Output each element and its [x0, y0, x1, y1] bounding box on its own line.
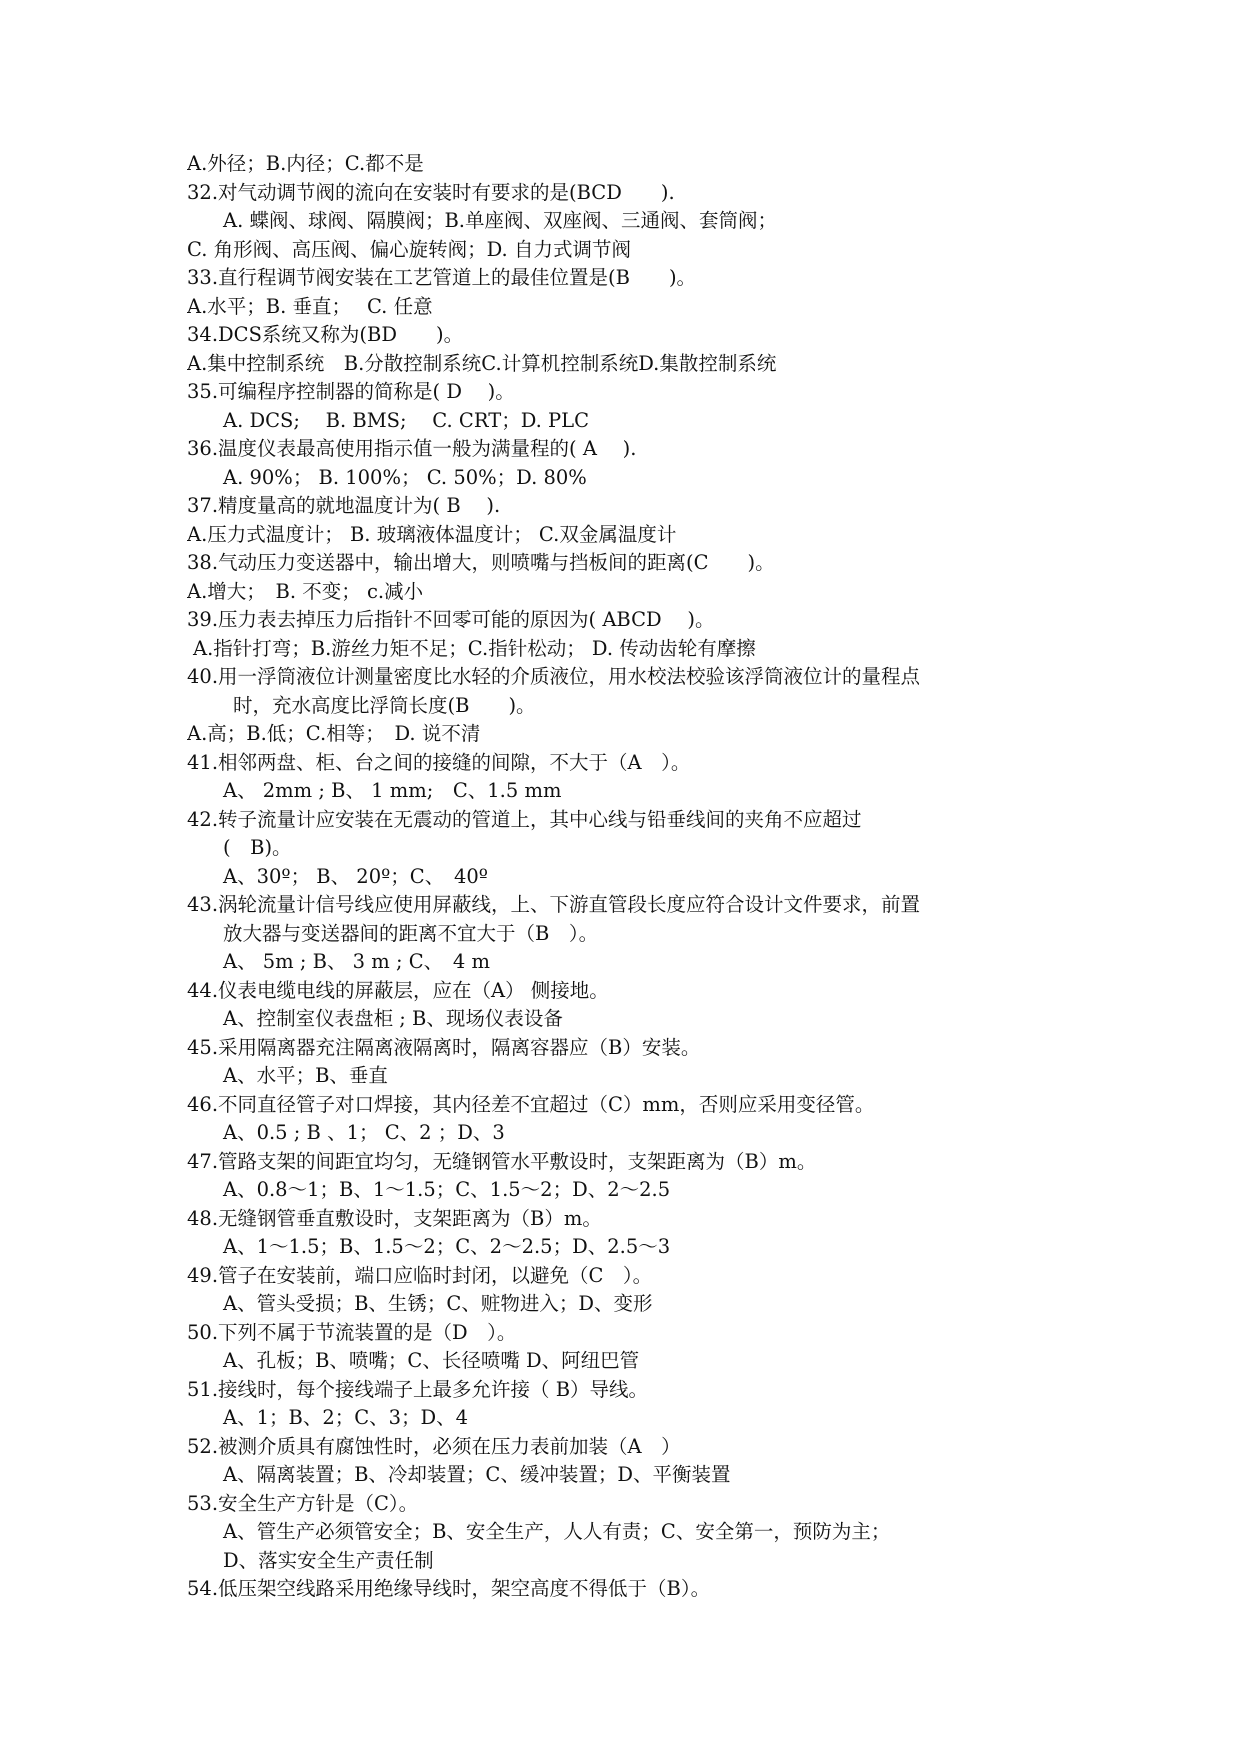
question-line: 53.安全生产方针是（C）。 — [187, 1491, 419, 1515]
option-line: A.指针打弯；B.游丝力矩不足；C.指针松动； D. 传动齿轮有摩擦 — [193, 636, 756, 660]
question-line: A.压力式温度计； B. 玻璃液体温度计； C.双金属温度计 — [187, 522, 677, 546]
option-line: A、1～1.5；B、1.5～2；C、2～2.5；D、2.5～3 — [223, 1235, 671, 1258]
option-line: A、 5m ; B、 3 m ; C、 4 m — [223, 950, 491, 973]
option-line: A、管生产必须管安全；B、安全生产，人人有责；C、安全第一，预防为主； — [223, 1520, 891, 1543]
option-line: A、0.8～1；B、1～1.5；C、1.5～2；D、2～2.5 — [223, 1178, 671, 1201]
question-line: 37.精度量高的就地温度计为( B ). — [187, 494, 501, 517]
question-line: A.外径；B.内径；C.都不是 — [187, 152, 424, 175]
option-line: D、落实安全生产责任制 — [223, 1548, 434, 1572]
question-line: 42.转子流量计应安装在无震动的管道上，其中心线与铅垂线间的夹角不应超过 — [187, 807, 862, 831]
option-line: 时，充水高度比浮筒长度(B )。 — [233, 693, 536, 717]
question-line: 35.可编程序控制器的简称是( D )。 — [187, 380, 515, 403]
option-line: A、 2mm ; B、 1 mm; C、1.5 mm — [223, 779, 562, 802]
option-line: A、控制室仪表盘柜 ; B、现场仪表设备 — [223, 1007, 563, 1030]
question-line: 47.管路支架的间距宜均匀，无缝钢管水平敷设时，支架距离为（B）m。 — [187, 1149, 817, 1173]
question-line: 52.被测介质具有腐蚀性时，必须在压力表前加装（A ） — [187, 1434, 681, 1458]
question-list — [187, 150, 1067, 1604]
option-line: A、30º； B、 20º；C、 40º — [223, 864, 488, 888]
question-line: A.水平；B. 垂直； C. 任意 — [187, 294, 433, 318]
question-line: A.集中控制系统 B.分散控制系统C.计算机控制系统D.集散控制系统 — [187, 351, 777, 375]
question-line: 41.相邻两盘、柜、台之间的接缝的间隙，不大于（A ）。 — [187, 750, 691, 774]
option-line: A、水平；B、垂直 — [223, 1064, 388, 1087]
question-line: 51.接线时，每个接线端子上最多允许接（ B）导线。 — [187, 1377, 649, 1401]
question-line: 49.管子在安装前，端口应临时封闭，以避免（C ）。 — [187, 1263, 653, 1287]
question-line: A.增大； B. 不变； c.减小 — [187, 579, 424, 603]
option-line: A、孔板；B、喷嘴；C、长径喷嘴 D、阿纽巴管 — [223, 1349, 640, 1372]
question-line: 40.用一浮筒液位计测量密度比水轻的介质液位，用水校法校验该浮筒液位计的量程点 — [187, 665, 921, 688]
question-line: A.高；B.低；C.相等； D. 说不清 — [187, 722, 481, 745]
question-line: 43.涡轮流量计信号线应使用屏蔽线，上、下游直管段长度应符合设计文件要求，前置 — [187, 893, 921, 916]
question-line: 34.DCS系统又称为(BD )。 — [187, 323, 464, 346]
option-line: ( B)。 — [223, 836, 292, 859]
question-line: C. 角形阀、高压阀、偏心旋转阀；D. 自力式调节阀 — [187, 237, 631, 261]
option-line: A、管头受损；B、生锈；C、赃物进入；D、变形 — [223, 1292, 653, 1315]
question-line: 46.不同直径管子对口焊接，其内径差不宜超过（C）mm，否则应采用变径管。 — [187, 1092, 875, 1116]
option-line: 放大器与变送器间的距离不宜大于（B ）。 — [223, 921, 599, 945]
question-line: 54.低压架空线路采用绝缘导线时，架空高度不得低于（B）。 — [187, 1577, 711, 1600]
option-line: A、0.5 ; B 、1； C、2 ；D、3 — [223, 1121, 505, 1144]
option-line: A. DCS; B. BMS; C. CRT；D. PLC — [223, 408, 590, 432]
question-line: 32.对气动调节阀的流向在安装时有要求的是(BCD ). — [187, 180, 675, 204]
option-line: A. 90%； B. 100%； C. 50%；D. 80% — [223, 465, 587, 489]
question-line: 45.采用隔离器充注隔离液隔离时，隔离容器应（B）安装。 — [187, 1035, 701, 1059]
question-line: 38.气动压力变送器中，输出增大，则喷嘴与挡板间的距离(C )。 — [187, 551, 775, 574]
option-line: A. 蝶阀、球阀、隔膜阀；B.单座阀、双座阀、三通阀、套筒阀； — [223, 209, 778, 232]
question-line: 48.无缝钢管垂直敷设时，支架距离为（B）m。 — [187, 1206, 602, 1230]
question-line: 33.直行程调节阀安装在工艺管道上的最佳位置是(B )。 — [187, 266, 697, 289]
question-line: 39.压力表去掉压力后指针不回零可能的原因为( ABCD )。 — [187, 608, 715, 631]
option-line: A、1；B、2；C、3；D、4 — [223, 1406, 469, 1429]
option-line: A、隔离装置；B、冷却装置；C、缓冲装置；D、平衡装置 — [223, 1463, 731, 1486]
question-line: 50.下列不属于节流装置的是（D ）。 — [187, 1320, 517, 1344]
question-line: 44.仪表电缆电线的屏蔽层，应在（A） 侧接地。 — [187, 978, 609, 1002]
question-line: 36.温度仪表最高使用指示值一般为满量程的( A ). — [187, 437, 637, 460]
